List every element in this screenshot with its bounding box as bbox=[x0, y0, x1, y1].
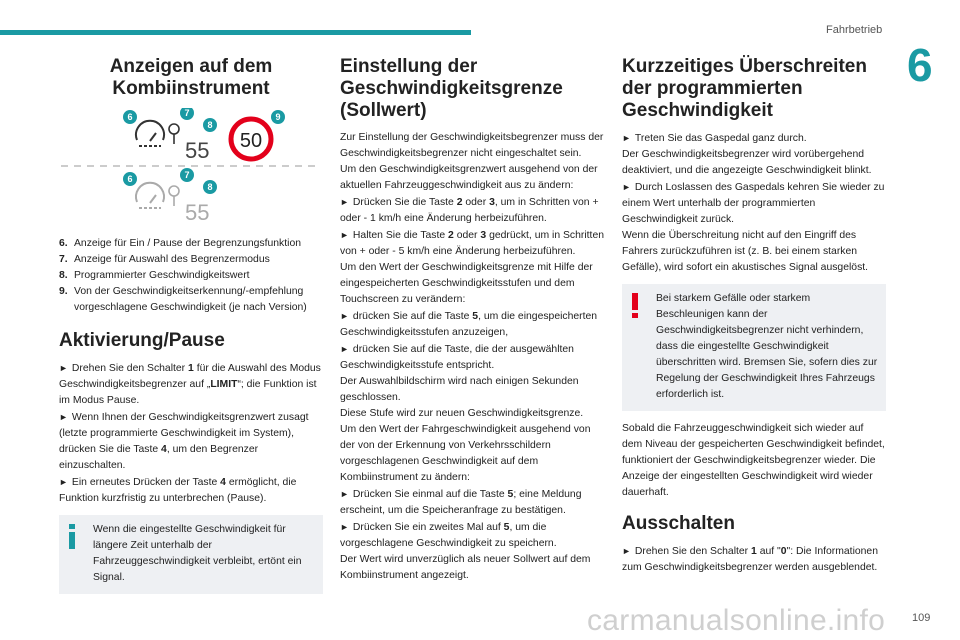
figure-legend bbox=[59, 236, 323, 316]
legend-text: Von der Geschwindigkeitserkennung/-empfehlung vorgeschlagene Geschwindigkeit (je nach Version) bbox=[74, 286, 307, 313]
paragraph: Der Geschwindigkeitsbegrenzer wird vorübergehend deaktiviert, und die angezeigte Geschwindigkeit blinkt. bbox=[622, 149, 872, 176]
chapter-number: 6 bbox=[907, 39, 933, 91]
paragraph: Um den Geschwindigkeitsgrenzwert ausgehend von der aktuellen Fahrzeuggeschwindigkeit aus zu ändern: bbox=[340, 164, 598, 191]
section-title-displays: Anzeigen auf dem Kombiinstrument bbox=[109, 56, 273, 99]
legend-item bbox=[59, 236, 323, 252]
marker-7-lower: 7 bbox=[184, 170, 190, 180]
step-release-pedal: ► Durch Loslassen des Gaspedals kehren Sie wieder zu einem Wert unterhalb der programmierten Geschwindigkeit zurück. bbox=[622, 182, 885, 225]
column-3 bbox=[622, 56, 886, 576]
legend-num: 9. bbox=[59, 286, 68, 297]
column-1 bbox=[59, 56, 323, 604]
info-note-text: Wenn die eingestellte Geschwindigkeit für längere Zeit unterhalb der Fahrzeuggeschwindigkeit verbleibt, ertönt ein Signal. bbox=[93, 524, 302, 583]
warning-icon bbox=[631, 293, 639, 318]
marker-8-lower: 8 bbox=[207, 182, 213, 192]
marker-6: 6 bbox=[127, 112, 133, 122]
step-press-5-twice: ► Drücken Sie ein zweites Mal auf 5, um die vorgeschlagene Geschwindigkeit zu speichern. bbox=[340, 522, 557, 549]
header-accent-bar bbox=[0, 30, 471, 35]
step-accelerator: ► Treten Sie das Gaspedal ganz durch. bbox=[622, 133, 807, 144]
section-title-exceeding: Kurzzeitiges Überschreiten der programmierten Geschwindigkeit bbox=[622, 56, 867, 121]
marker-8: 8 bbox=[207, 120, 213, 130]
paragraph: Der Wert wird unverzüglich als neuer Sollwert auf dem Kombiinstrument angezeigt. bbox=[340, 554, 591, 581]
warning-note bbox=[622, 284, 886, 411]
section-title-switch-off: Ausschalten bbox=[622, 513, 735, 534]
legend-item bbox=[59, 252, 323, 268]
step-select-level: ► drücken Sie auf die Taste, die der ausgewählten Geschwindigkeitsstufe entspricht. bbox=[340, 344, 574, 371]
set-speed-value-grey: 55 bbox=[185, 200, 210, 225]
limiter-icon-grey bbox=[136, 183, 164, 208]
mode-indicator-icon-grey bbox=[169, 186, 179, 206]
section-title-activation: Aktivierung/Pause bbox=[59, 330, 225, 351]
legend-item bbox=[59, 284, 323, 316]
header-title: Fahrbetrieb bbox=[826, 24, 883, 36]
paragraph: Um den Wert der Fahrgeschwindigkeit ausgehend von der von der Erkennung von Verkehrsschildern vorgeschlagenen Geschwindigkeit auf dem Kombiinstrument zu ändern: bbox=[340, 424, 591, 483]
legend-num: 6. bbox=[59, 238, 68, 249]
step-press-2-3: ► Drücken Sie die Taste 2 oder 3, um in Schritten von + oder - 1 km/h eine Änderung herbeizuführen. bbox=[340, 197, 599, 224]
limiter-icon bbox=[136, 121, 164, 146]
paragraph: Diese Stufe wird zur neuen Geschwindigkeitsgrenze. bbox=[340, 408, 584, 419]
legend-text: Anzeige für Auswahl des Begrenzermodus bbox=[74, 254, 270, 265]
step-pause: ► Ein erneutes Drücken der Taste 4 ermöglicht, die Funktion kurzfristig zu unterbrechen (Pause). bbox=[59, 477, 297, 504]
section-title-setting: Einstellung der Geschwindigkeitsgrenze (Sollwert) bbox=[340, 56, 563, 121]
paragraph: Der Auswahlbildschirm wird nach einigen Sekunden geschlossen. bbox=[340, 376, 579, 403]
info-note bbox=[59, 515, 323, 594]
paragraph: Um den Wert der Geschwindigkeitsgrenze mit Hilfe der eingespeicherten Geschwindigkeitsstufen und dem Touchscreen zu verändern: bbox=[340, 262, 593, 305]
paragraph: Wenn die Überschreitung nicht auf den Eingriff des Fahrers zurückzuführen ist (z. B. bei einem starken Gefälle), wird sofort ein akustisches Signal ausgelöst. bbox=[622, 230, 869, 273]
speed-limit-value: 50 bbox=[239, 130, 263, 152]
info-icon bbox=[68, 524, 76, 549]
set-speed-value: 55 bbox=[185, 138, 210, 163]
page-number: 109 bbox=[912, 612, 931, 624]
mode-indicator-icon bbox=[169, 124, 179, 144]
step-turn-switch: ► Drehen Sie den Schalter 1 für die Auswahl des Modus Geschwindigkeitsbegrenzer auf „LIMIT“; die Funktion ist im Modus Pause. bbox=[59, 363, 321, 406]
legend-num: 7. bbox=[59, 254, 68, 265]
warning-note-text: Bei starkem Gefälle oder starkem Beschleunigen kann der Geschwindigkeitsbegrenzer nicht verhindern, dass die eingestellte Geschwindigkeit überschritten wird. Bremsen Sie, sofern dies zur Regelung der Geschwindigkeit Ihres Fahrzeugs erforderlich ist. bbox=[656, 293, 878, 400]
legend-text: Programmierter Geschwindigkeitswert bbox=[74, 270, 250, 281]
speed-limiter-illustration bbox=[59, 108, 323, 228]
legend-text: Anzeige für Ein / Pause der Begrenzungsfunktion bbox=[74, 238, 302, 249]
marker-6-lower: 6 bbox=[127, 174, 133, 184]
step-press-button-4: ► Wenn Ihnen der Geschwindigkeitsgrenzwert zusagt (letzte programmierte Geschwindigkeit im System), drücken Sie die Taste 4, um den Begrenzer einzuschalten. bbox=[59, 412, 309, 471]
legend-num: 8. bbox=[59, 270, 68, 281]
marker-7: 7 bbox=[184, 108, 190, 118]
instrument-panel-figure bbox=[59, 108, 323, 228]
watermark: carmanualsonline.info bbox=[587, 604, 886, 637]
legend-item bbox=[59, 268, 323, 284]
column-2 bbox=[340, 56, 606, 584]
paragraph: Zur Einstellung der Geschwindigkeitsbegrenzer muss der Geschwindigkeitsbegrenzer nicht eingeschaltet sein. bbox=[340, 132, 604, 159]
step-press-5-once: ► Drücken Sie einmal auf die Taste 5; eine Meldung erscheint, um die Speicheranfrage zu bestätigen. bbox=[340, 489, 582, 516]
step-hold-2-3: ► Halten Sie die Taste 2 oder 3 gedrückt, um in Schritten von + oder - 5 km/h eine Änderung herbeizuführen. bbox=[340, 230, 605, 257]
step-press-5: ► drücken Sie auf die Taste 5, um die eingespeicherten Geschwindigkeitsstufen anzuzeigen, bbox=[340, 311, 598, 338]
step-switch-off: ► Drehen Sie den Schalter 1 auf "0": Die Informationen zum Geschwindigkeitsbegrenzer werden ausgeblendet. bbox=[622, 546, 878, 573]
paragraph: Sobald die Fahrzeuggeschwindigkeit sich wieder auf dem Niveau der gespeicherten Geschwindigkeit befindet, funktioniert der Geschwindigkeitsbegrenzer wieder. Die Anzeige der eingestellten Geschwindigkeit wird wieder dauerhaft. bbox=[622, 423, 885, 498]
marker-9: 9 bbox=[275, 112, 281, 122]
